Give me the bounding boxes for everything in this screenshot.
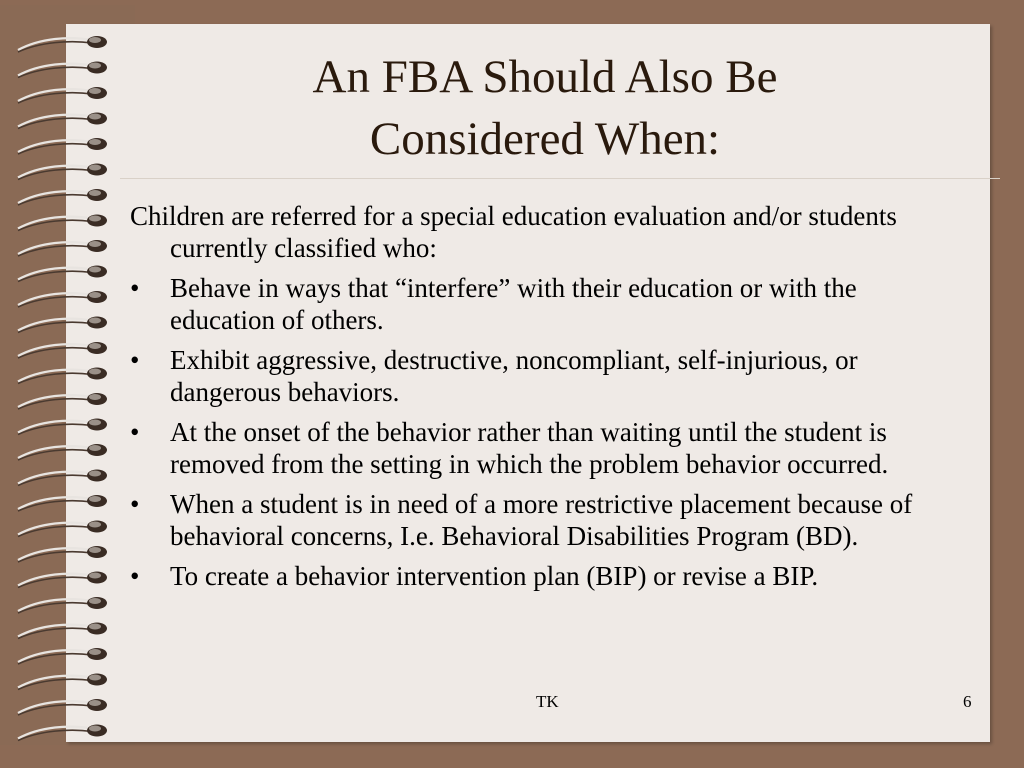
bullet-text: When a student is in need of a more restrictive placement because of behavioral concerns, I.e. Behavioral Disabilities Program (BD). (170, 489, 913, 551)
bullet-icon: • (130, 417, 140, 447)
spiral-ring-icon (18, 699, 107, 715)
intro-paragraph: Children are referred for a special education evaluation and/or students currently classified who: (130, 201, 897, 263)
spiral-ring-icon (18, 419, 107, 435)
bullet-item (130, 560, 960, 592)
spiral-ring-icon (18, 572, 107, 588)
bullet-item (130, 344, 960, 408)
spiral-ring-icon (18, 444, 107, 460)
spiral-ring-icon (18, 648, 107, 664)
bullet-icon: • (130, 345, 140, 375)
spiral-ring-icon (18, 317, 107, 333)
bullet-icon: • (130, 273, 140, 303)
title-line-2: Considered When: (369, 113, 721, 165)
spiral-ring-icon (18, 495, 107, 511)
spiral-ring-icon (18, 597, 107, 613)
bullet-item (130, 416, 960, 480)
bullet-text: To create a behavior intervention plan (BIP) or revise a BIP. (170, 561, 819, 591)
bullet-text: At the onset of the behavior rather than waiting until the student is removed from the setting in which the problem behavior occurred. (170, 417, 889, 479)
bullet-icon: • (130, 561, 140, 591)
title-divider (120, 178, 1000, 179)
spiral-ring-icon (18, 368, 107, 384)
bullet-text: Behave in ways that “interfere” with their education or with the education of others. (170, 273, 857, 335)
spiral-ring-icon (18, 291, 107, 307)
spiral-ring-icon (18, 546, 107, 562)
bullet-icon: • (130, 489, 140, 519)
spiral-ring-icon (18, 266, 107, 282)
spiral-ring-icon (18, 189, 107, 205)
spiral-ring-icon (18, 725, 107, 741)
spiral-ring-icon (18, 393, 107, 409)
title-line-1: An FBA Should Also Be (312, 51, 778, 103)
slide-title (90, 46, 1000, 170)
spiral-ring-icon (18, 674, 107, 690)
spiral-ring-icon (18, 342, 107, 358)
footer-label: TK (536, 692, 559, 711)
spiral-ring-icon (18, 623, 107, 639)
spiral-ring-icon (18, 521, 107, 537)
slide-body (130, 200, 960, 600)
slide-number: 6 (963, 692, 972, 711)
spiral-ring-icon (18, 470, 107, 486)
spiral-ring-icon (18, 215, 107, 231)
bullet-list (130, 272, 960, 592)
bullet-item (130, 488, 960, 552)
bullet-text: Exhibit aggressive, destructive, noncompliant, self-injurious, or dangerous behaviors. (170, 345, 858, 407)
bullet-item (130, 272, 960, 336)
spiral-ring-icon (18, 240, 107, 256)
